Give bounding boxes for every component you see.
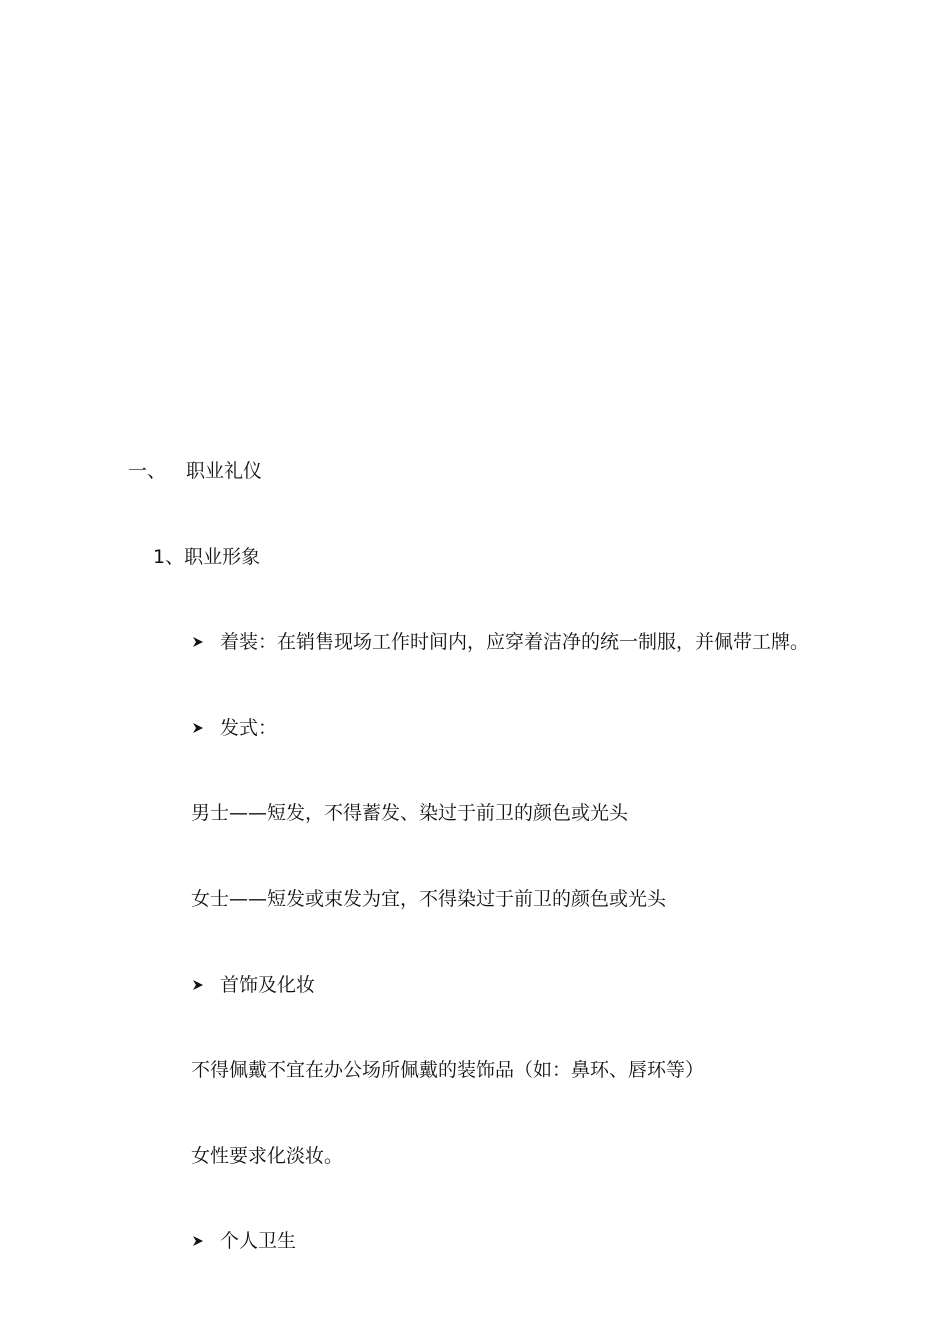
dress-item: 着装：在销售现场工作时间内，应穿着洁净的统一制服，并佩带工牌。 [220,631,810,653]
arrowhead-bullet-icon [192,973,206,997]
hygiene-item: 个人卫生 [220,1230,297,1252]
section-title: 职业礼仪 [186,460,263,482]
hair-men-text: 男士——短发，不得蓄发、染过于前卫的颜色或光头 [191,802,629,824]
subsection-title: 1、职业形象 [153,546,261,568]
jewelry-item: 首饰及化妆 [220,974,316,996]
hair-item: 发式： [220,717,278,739]
hair-women-text: 女士——短发或束发为宜，不得染过于前卫的颜色或光头 [191,888,667,910]
arrowhead-bullet-icon [192,630,206,654]
arrowhead-bullet-icon [192,716,206,740]
makeup-rule-text: 女性要求化淡妆。 [191,1145,344,1167]
section-number: 一、 [128,460,167,482]
jewelry-rule-text: 不得佩戴不宜在办公场所佩戴的装饰品（如：鼻环、唇环等） [191,1059,705,1081]
arrowhead-bullet-icon [192,1229,206,1253]
